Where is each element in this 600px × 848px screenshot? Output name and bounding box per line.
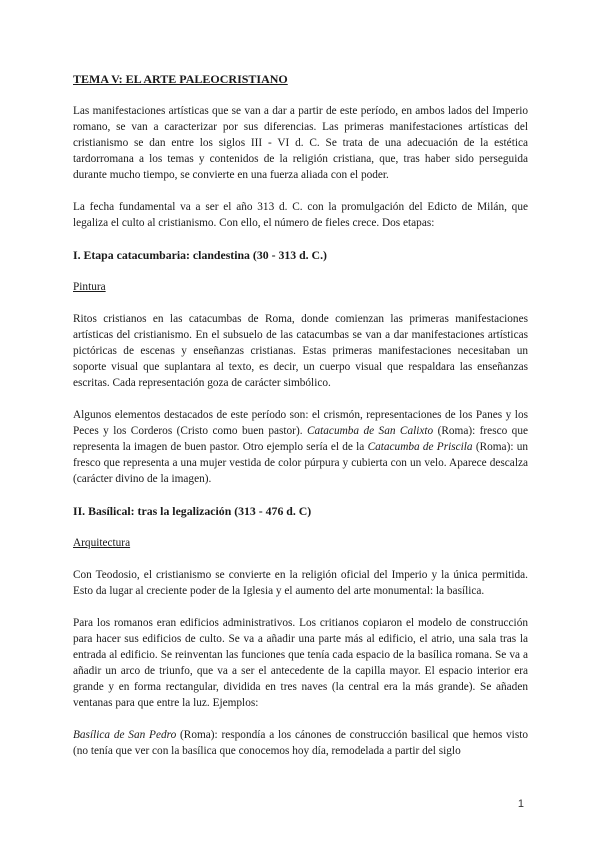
- section-2-heading: II. Basílical: tras la legalización (313 - 476 d. C): [73, 504, 312, 518]
- basilica-name: Basílica de San Pedro: [73, 729, 177, 741]
- catacomb-name-calixto: Catacumba de San Calixto: [306, 425, 434, 437]
- text-run: (Roma): respondía a los cánones de construcción basilical que hemos visto (no tenía que ver con la basílica que conocemos hoy día, remodelada a partir del siglo: [73, 729, 529, 757]
- section-2-subheading: Arquitectura: [73, 537, 131, 549]
- catacomb-name-priscila: Catacumba de Priscila: [367, 441, 473, 453]
- text-run: (Roma): fresco que representa la imagen de buen pastor. Otro ejemplo sería el de la: [73, 425, 528, 453]
- section-2-paragraph-3: [73, 727, 528, 759]
- page-number: 1: [517, 798, 524, 810]
- text-run: (Roma): un fresco que representa a una mujer vestida de color púrpura y cubierta con un velo. Aparece descalza (carácter divino de la imagen).: [73, 441, 529, 485]
- section-2-paragraph-1: Con Teodosio, el cristianismo se convierte en la religión oficial del Imperio y la única permitida. Esto da lugar al creciente poder de la Iglesia y el aumento del arte monumental: la basílica.: [73, 569, 528, 597]
- text-run: Algunos elementos destacados de este período son: el crismón, representaciones de los Panes y los Peces y los Corderos (Cristo como buen pastor).: [73, 409, 528, 437]
- section-1-heading: I. Etapa catacumbaria: clandestina (30 - 313 d. C.): [73, 248, 327, 262]
- section-2-paragraph-2: Para los romanos eran edificios administrativos. Los critianos copiaron el modelo de construcción para hacer sus edificios de culto. Se va a añadir una parte más al edificio, el atrio, una sala tras la entrada al edificio. Se reinventan las funciones que tenía cada espacio de la basílica romana. Se va a añadir un arco de triunfo, que va a ser el antecedente de la capilla mayor. El espacio interior era grande y en forma rectangular, dividida en tres naves (la central era la más grande). Se añaden ventanas para que entre la luz. Ejemplos:: [73, 617, 528, 709]
- document-body: [73, 71, 528, 759]
- intro-paragraph-2: La fecha fundamental va a ser el año 313 d. C. con la promulgación del Edicto de Milán, que legaliza el culto al cristianismo. Con ello, el número de fieles crece. Dos etapas:: [73, 201, 528, 229]
- intro-paragraph-1: Las manifestaciones artísticas que se van a dar a partir de este período, en ambos lados del Imperio romano, se van a caracterizar por sus diferencias. Las primeras manifestaciones artísticas del cristianismo se dan entre los siglos III - VI d. C. Se trata de una adecuación de la estética tardorromana a los temas y contenidos de la religión cristiana, que, tras haber sido perseguida durante mucho tiempo, se convierte en una fuerza aliada con el poder.: [73, 105, 528, 181]
- section-1-paragraph-1: Ritos cristianos en las catacumbas de Roma, donde comienzan las primeras manifestaciones artísticas del cristianismo. En el subsuelo de las catacumbas se van a dar manifestaciones artísticas pictóricas de escenas y enseñanzas cristianas. Estas primeras manifestaciones necesitaban un soporte visual que suplantara al texto, es decir, un cuerpo visual que respaldara las enseñanzas escritas. Cada representación goza de carácter simbólico.: [73, 313, 528, 389]
- section-1-subheading: Pintura: [73, 281, 106, 293]
- section-1-paragraph-2: [73, 407, 528, 487]
- page-title: TEMA V: EL ARTE PALEOCRISTIANO: [73, 72, 288, 86]
